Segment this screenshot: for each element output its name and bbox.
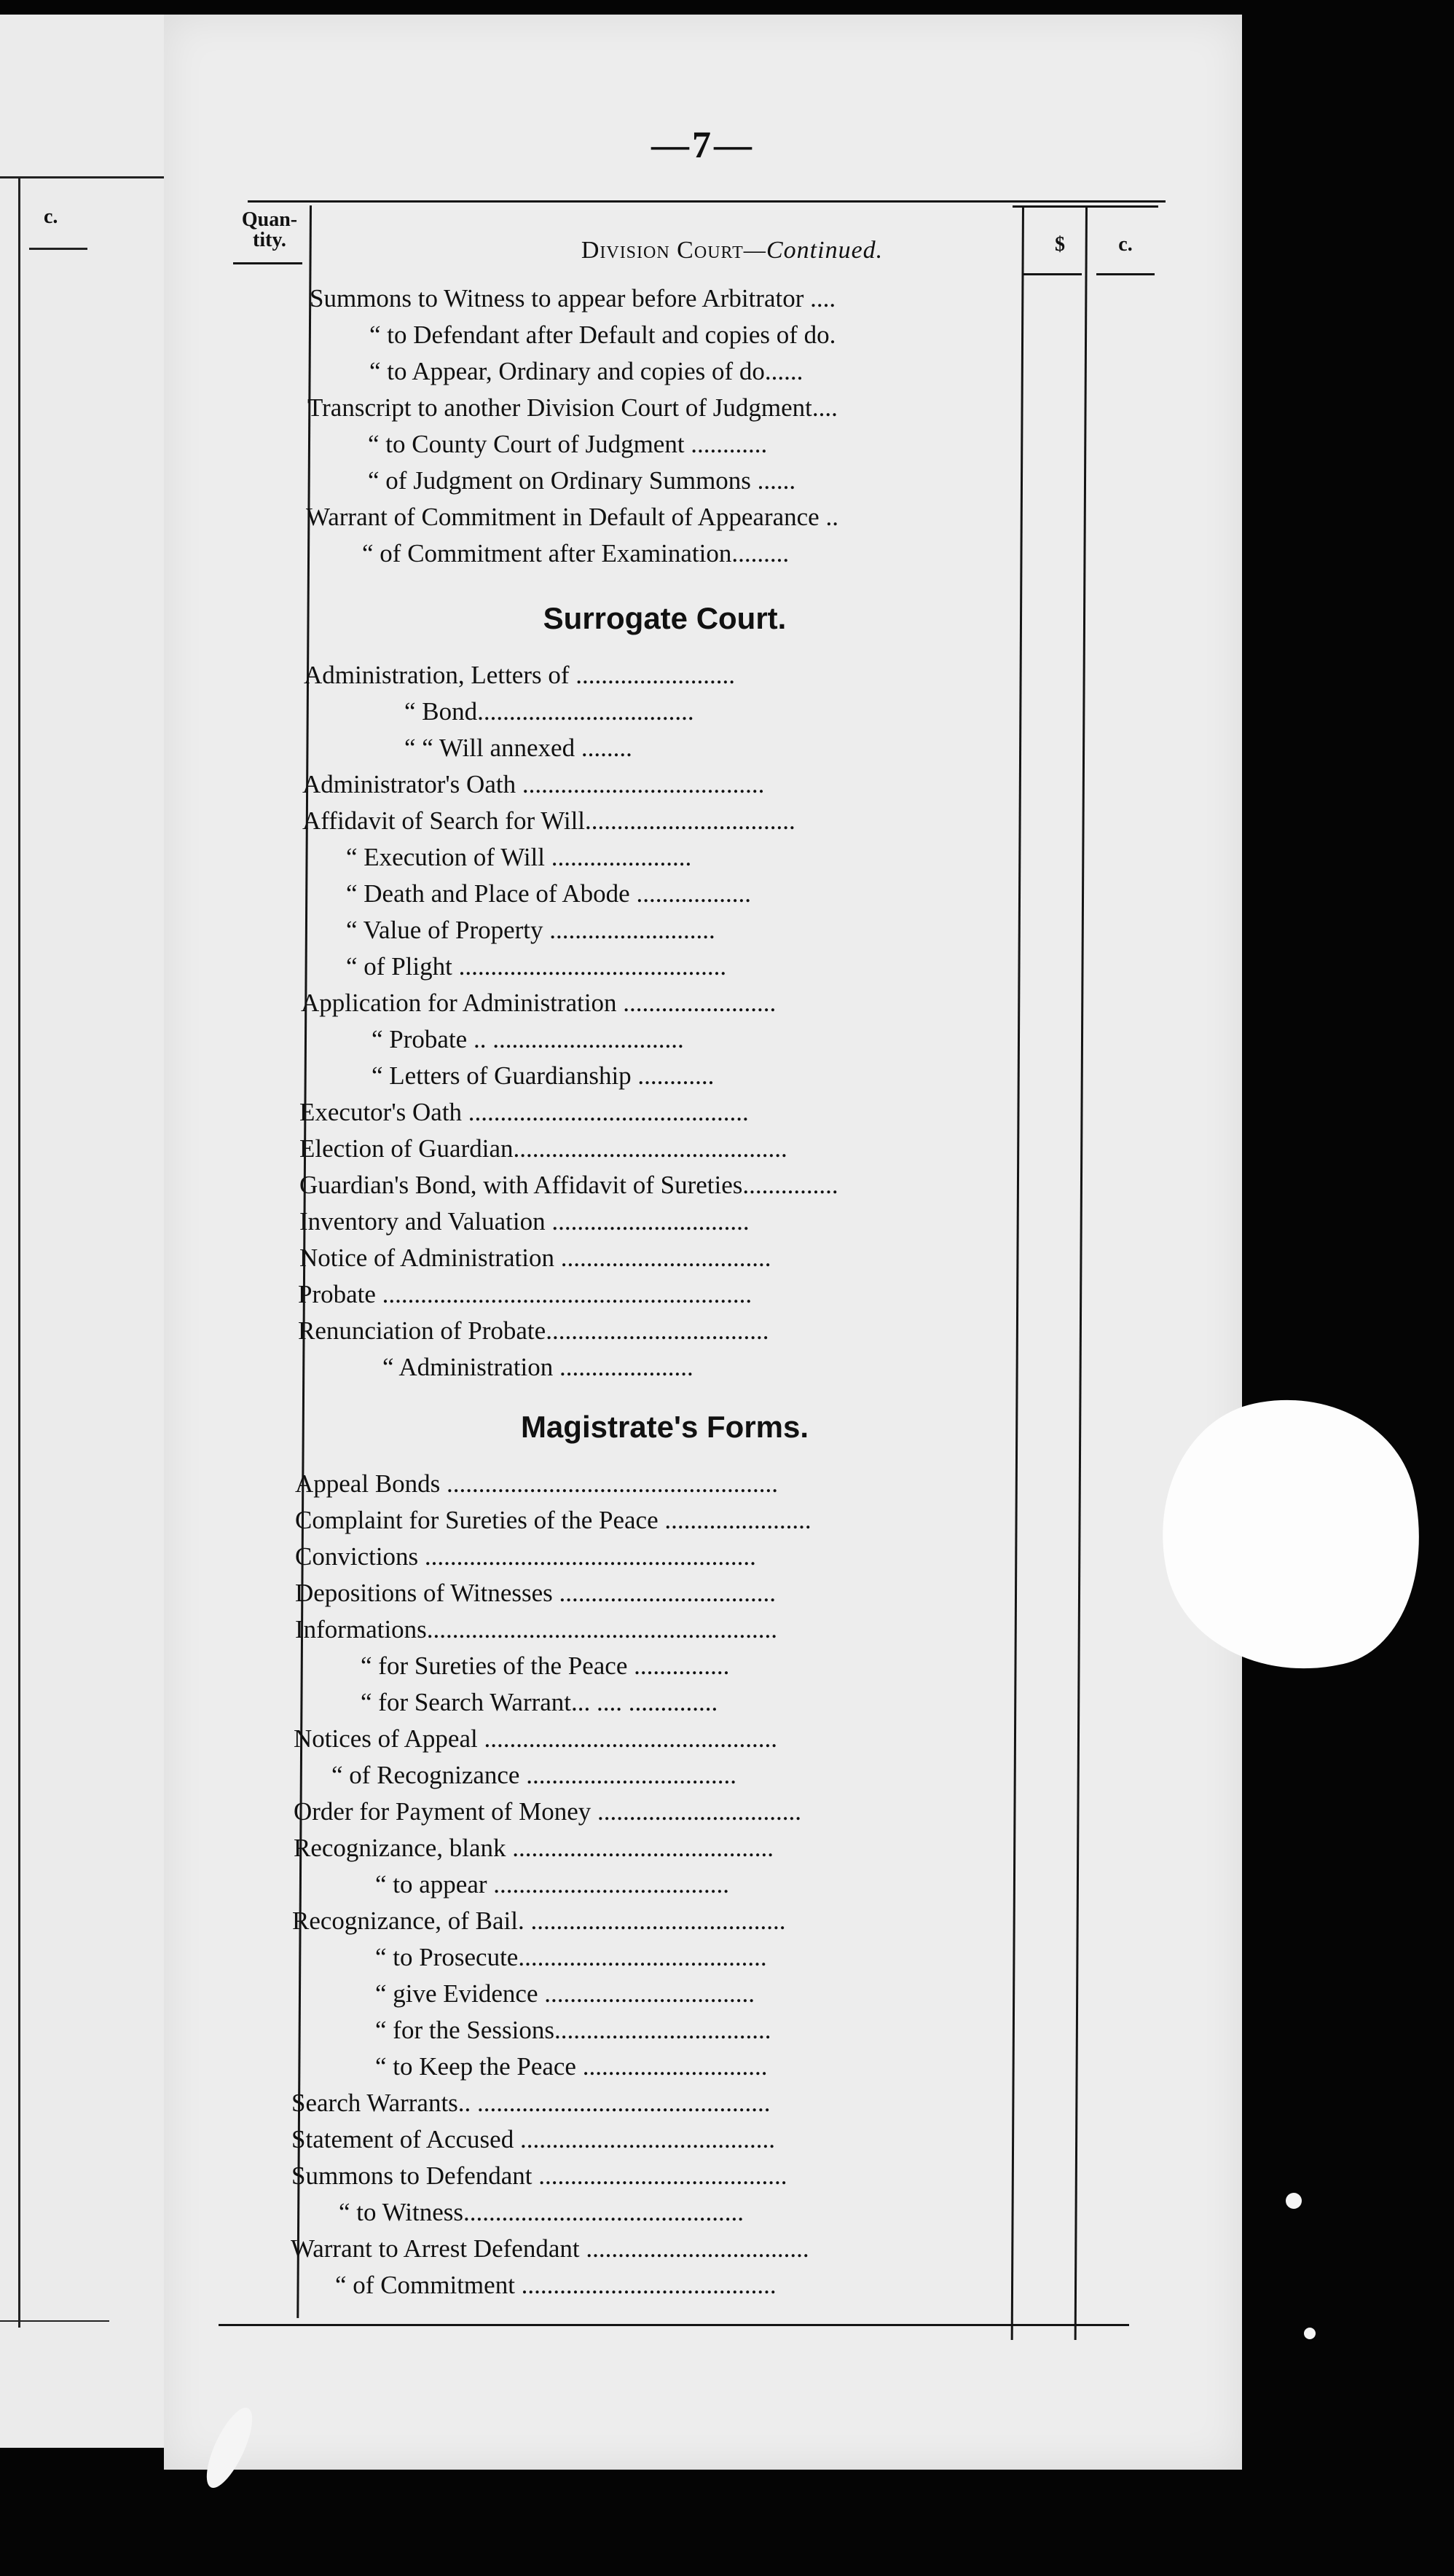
quantity-header-line1: Quan-: [241, 208, 298, 231]
cents-header-underline: [1096, 273, 1155, 275]
list-item: “ of Plight ..........................................: [346, 952, 727, 981]
list-item: Inventory and Valuation ...............................: [299, 1207, 750, 1236]
surrogate-court-heading: Surrogate Court.: [543, 601, 787, 635]
dollars-header-underline: [1023, 273, 1082, 275]
quantity-header-underline: [233, 262, 302, 264]
page-number: —7—: [651, 125, 755, 166]
list-item: “ give Evidence .................................: [375, 1979, 755, 2008]
list-item: Transcript to another Division Court of Judgment....: [307, 393, 838, 422]
title-continued: —Continued.: [743, 237, 884, 264]
list-item: Administration, Letters of .........................: [304, 661, 736, 689]
list-item: “ to Prosecute.......................................: [375, 1943, 767, 1971]
list-item: Renunciation of Probate...................................: [298, 1316, 769, 1345]
cents-column-header: c.: [1118, 233, 1133, 256]
left-page-top-rule: [0, 176, 164, 178]
list-item: Probate ..........................................................: [298, 1280, 752, 1308]
left-page-header-underline: [29, 248, 87, 250]
list-item: “ to Witness............................................: [339, 2198, 744, 2226]
list-item: Administrator's Oath ......................................: [302, 770, 765, 798]
list-item: “ for Sureties of the Peace ...............: [361, 1652, 730, 1680]
list-item: “ Administration .....................: [382, 1353, 693, 1381]
list-item: Order for Payment of Money ................................: [294, 1797, 801, 1826]
list-item: “ of Judgment on Ordinary Summons ......: [368, 466, 796, 495]
list-item: “ of Recognizance .................................: [331, 1761, 736, 1789]
header-top-rule: [248, 200, 1166, 203]
quantity-header-line2: tity.: [253, 229, 286, 251]
list-item: “ for Search Warrant... .... ..............: [361, 1688, 718, 1716]
list-item: Notice of Administration .................................: [299, 1244, 771, 1272]
title-main: Division Court: [581, 237, 744, 264]
list-item: “ to Defendant after Default and copies of do.: [369, 321, 836, 349]
list-item: Notices of Appeal ..............................................: [294, 1724, 777, 1753]
list-item: Election of Guardian...........................................: [299, 1134, 787, 1163]
division-court-continued-title: [310, 237, 1155, 264]
list-item: Convictions ....................................................: [295, 1542, 756, 1571]
list-item: Guardian's Bond, with Affidavit of Sureties...............: [299, 1171, 838, 1199]
list-item: Summons to Defendant .......................................: [291, 2161, 787, 2190]
paper-speck: [1304, 2328, 1316, 2339]
left-page-cents-label: c.: [44, 205, 58, 228]
list-item: “ of Commitment ........................................: [335, 2271, 777, 2299]
list-item: Appeal Bonds ....................................................: [295, 1469, 779, 1498]
list-item: Depositions of Witnesses ..................................: [295, 1579, 777, 1607]
quantity-column-header: [233, 210, 306, 251]
list-item: “ Probate .. ..............................: [372, 1025, 684, 1053]
previous-page-fragment: [0, 15, 165, 2448]
list-item: Warrant to Arrest Defendant ...................................: [291, 2234, 809, 2263]
left-page-column-rule: [18, 178, 20, 2328]
list-item: “ Execution of Will ......................: [346, 843, 692, 871]
list-item: “ Bond..................................: [404, 697, 694, 726]
list-item: Warrant of Commitment in Default of Appearance ..: [306, 503, 838, 531]
list-item: “ to County Court of Judgment ............: [368, 430, 768, 458]
list-item: Statement of Accused ........................................: [291, 2125, 775, 2153]
list-item: Recognizance, of Bail. ........................................: [292, 1907, 786, 1935]
list-item: “ to Appear, Ordinary and copies of do......: [369, 357, 803, 385]
list-item: “ Value of Property ..........................: [346, 916, 715, 944]
list-item: “ to appear .....................................: [375, 1870, 730, 1898]
list-item: Affidavit of Search for Will.................................: [302, 806, 795, 835]
list-item: Recognizance, blank .........................................: [294, 1834, 774, 1862]
list-item: Application for Administration ........................: [301, 989, 777, 1017]
document-page: [164, 15, 1242, 2470]
list-item: Search Warrants.. ..............................................: [291, 2089, 771, 2117]
list-item: Complaint for Sureties of the Peace .......................: [295, 1506, 812, 1534]
left-page-bottom-rule: [0, 2320, 109, 2322]
magistrates-forms-heading: Magistrate's Forms.: [520, 1410, 809, 1444]
list-item: “ Letters of Guardianship ............: [372, 1061, 715, 1090]
list-item: “ Death and Place of Abode ..................: [346, 879, 751, 908]
list-item: “ “ Will annexed ........: [404, 734, 632, 762]
list-item: Executor's Oath ............................................: [299, 1098, 749, 1126]
list-item: Informations.......................................................: [295, 1615, 778, 1644]
dollars-column-header: $: [1055, 233, 1065, 256]
list-item: “ to Keep the Peace .............................: [375, 2052, 768, 2081]
cents-left-rule: [1074, 205, 1088, 2340]
list-item: “ for the Sessions..................................: [375, 2016, 771, 2044]
list-item: “ of Commitment after Examination.........: [362, 539, 790, 568]
page-bottom-rule: [219, 2324, 1129, 2326]
list-item: Summons to Witness to appear before Arbitrator ....: [310, 284, 836, 313]
paper-speck: [1286, 2193, 1302, 2209]
